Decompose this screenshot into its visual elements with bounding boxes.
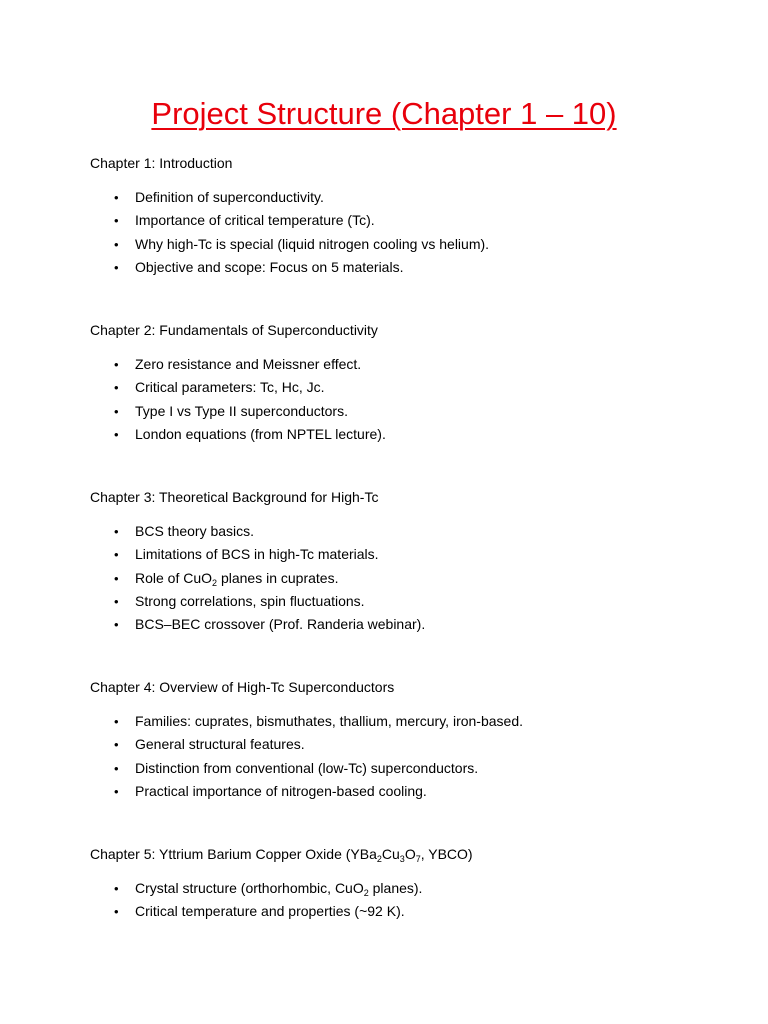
page-title: Project Structure (Chapter 1 – 10)	[151, 96, 617, 131]
chapter-5-list	[90, 877, 690, 924]
list-item-text: General structural features.	[135, 736, 305, 753]
list-item	[90, 567, 690, 590]
bullet-icon: •	[114, 403, 119, 419]
chapter-1-list	[90, 186, 690, 279]
chapter-3-section	[90, 487, 690, 636]
list-item-text: London equations (from NPTEL lecture).	[135, 425, 386, 442]
bullet-icon: •	[114, 904, 119, 920]
bullet-icon: •	[114, 524, 119, 539]
bullet-icon: •	[114, 737, 119, 753]
list-item	[90, 613, 690, 636]
list-item	[90, 400, 690, 423]
list-item-text: Importance of critical temperature (Tc).	[135, 212, 375, 229]
chapter-5-heading: Chapter 5: Yttrium Barium Copper Oxide ($YBa_2Cu_3O_7$, YBCO)	[90, 846, 473, 864]
list-item-text: Definition of superconductivity.	[135, 189, 324, 205]
bullet-icon: •	[114, 236, 119, 252]
list-item	[90, 186, 690, 209]
bullet-icon: •	[114, 593, 119, 609]
bullet-icon: •	[114, 380, 119, 396]
bullet-icon: •	[114, 881, 119, 896]
bullet-icon: •	[114, 426, 119, 442]
bullet-icon: •	[114, 783, 119, 799]
list-item-text: Critical temperature and properties (~92 K).	[135, 903, 405, 920]
list-item	[90, 590, 690, 613]
list-item-text: Role of CuO$_2$ planes in cuprates.	[135, 569, 339, 588]
list-item	[90, 209, 690, 232]
chapter-1-section	[90, 153, 690, 279]
list-item-text: Families: cuprates, bismuthates, thallium, mercury, iron-based.	[135, 713, 523, 729]
chapter-1-heading: Chapter 1: Introduction	[90, 155, 233, 171]
list-item	[90, 376, 690, 399]
bullet-icon: •	[114, 570, 119, 586]
list-item	[90, 780, 690, 803]
list-item	[90, 757, 690, 780]
chapter-2-heading: Chapter 2: Fundamentals of Superconductivity	[90, 322, 378, 338]
list-item-text: Why high-Tc is special (liquid nitrogen cooling vs helium).	[135, 235, 490, 252]
list-item-text: Critical parameters: Tc, Hc, Jc.	[135, 379, 325, 396]
bullet-icon: •	[114, 190, 119, 205]
list-item-text: Type I vs Type II superconductors.	[135, 402, 348, 419]
bullet-icon: •	[114, 617, 119, 633]
bullet-icon: •	[114, 547, 119, 563]
chapter-5-section	[90, 844, 690, 924]
list-item	[90, 233, 690, 256]
list-item	[90, 353, 690, 376]
list-item-text: Objective and scope: Focus on 5 materials.	[135, 258, 404, 275]
list-item-text: Limitations of BCS in high-Tc materials.	[135, 546, 379, 563]
list-item	[90, 710, 690, 733]
chapter-4-list	[90, 710, 690, 803]
chapter-3-list	[90, 520, 690, 636]
chapter-2-list	[90, 353, 690, 446]
list-item	[90, 520, 690, 543]
bullet-icon: •	[114, 357, 119, 372]
list-item	[90, 423, 690, 446]
bullet-icon: •	[114, 213, 119, 229]
list-item-text: Strong correlations, spin fluctuations.	[135, 592, 365, 609]
chapter-4-heading: Chapter 4: Overview of High-Tc Superconductors	[90, 679, 395, 695]
chapter-2-section	[90, 320, 690, 446]
chapter-4-section	[90, 677, 690, 803]
bullet-icon: •	[114, 714, 119, 729]
list-item	[90, 543, 690, 566]
list-item-text: Crystal structure (orthorhombic, CuO$_2$ planes).	[135, 880, 423, 898]
list-item	[90, 256, 690, 279]
list-item	[90, 733, 690, 756]
chapter-3-heading: Chapter 3: Theoretical Background for High-Tc	[90, 489, 379, 505]
list-item-text: BCS theory basics.	[135, 523, 255, 539]
bullet-icon: •	[114, 760, 119, 776]
list-item	[90, 877, 690, 900]
bullet-icon: •	[114, 259, 119, 275]
list-item-text: Zero resistance and Meissner effect.	[135, 356, 362, 372]
list-item-text: Distinction from conventional (low-Tc) superconductors.	[135, 759, 479, 776]
list-item	[90, 900, 690, 923]
list-item-text: Practical importance of nitrogen-based cooling.	[135, 782, 427, 799]
list-item-text: BCS–BEC crossover (Prof. Randeria webinar).	[135, 616, 426, 633]
